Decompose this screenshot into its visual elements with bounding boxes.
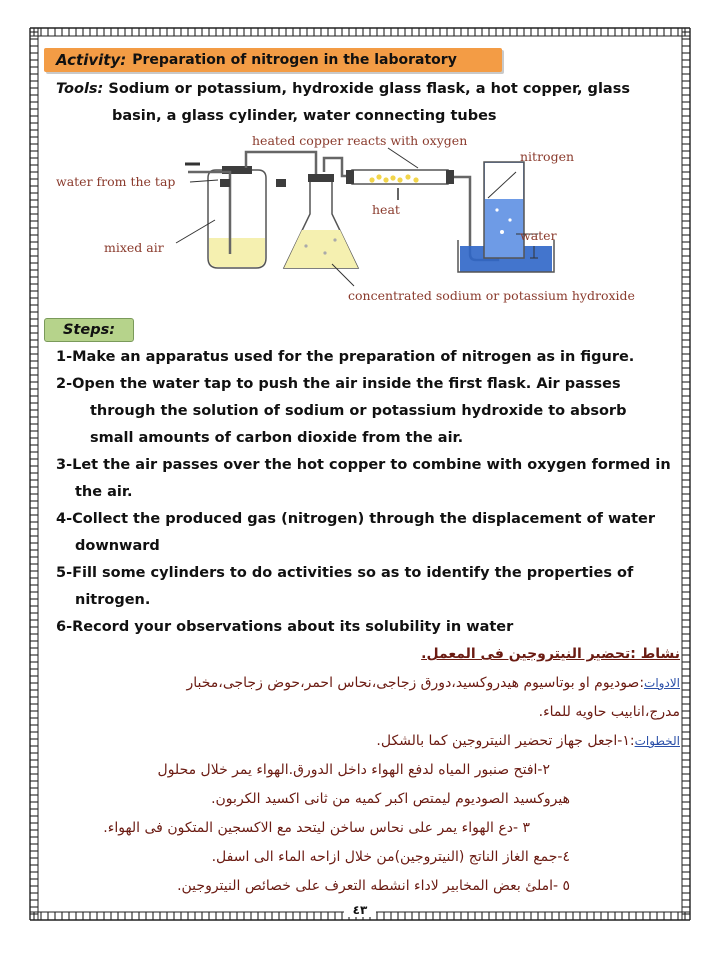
steps-list	[56, 344, 686, 641]
label-water-tap: water from the tap	[56, 174, 176, 189]
activity-label: Activity:	[56, 51, 127, 69]
steps-header	[44, 318, 134, 342]
hydroxide-solution	[284, 230, 358, 268]
apparatus-diagram	[40, 128, 680, 312]
step-3-line-1: 3-Let the air passes over the hot copper to combine with oxygen formed in	[56, 457, 671, 473]
arabic-tools-line2: مدرج،انابيب حاويه للماء.	[538, 704, 680, 720]
step-3-line-2: the air.	[75, 484, 133, 500]
tools-paragraph	[56, 76, 686, 130]
label-water: water	[520, 228, 557, 243]
arabic-steps-keyword: الخطوات	[634, 734, 680, 748]
step-4-line-2: downward	[75, 538, 160, 554]
heated-copper-tube	[346, 170, 454, 200]
arabic-tools-text: :صوديوم او بوتاسيوم هيدروكسيد،دورق زجاجى،نحاس احمر،حوض زجاجى،مخبار	[186, 675, 645, 691]
arabic-step-2b: هيروكسيد الصوديوم ليمتص اكبر كميه من ثانى اكسيد الكربون.	[211, 791, 570, 807]
label-mixed-air: mixed air	[104, 240, 164, 255]
conical-flask	[284, 174, 358, 268]
label-nitrogen: nitrogen	[520, 149, 575, 164]
water-basin	[458, 162, 554, 272]
step-2-line-2: through the solution of sodium or potassium hydroxide to absorb	[90, 403, 627, 419]
arabic-tools-keyword: الادوات	[644, 676, 680, 690]
step-2-line-3: small amounts of carbon dioxide from the air.	[90, 430, 464, 446]
arabic-step-5: ٥ -املئ بعض المخابير لاداء انشطه التعرف على خصائص النيتروجين.	[177, 878, 570, 894]
arabic-step1-line	[70, 727, 680, 756]
activity-title: Preparation of nitrogen in the laboratory	[132, 52, 457, 68]
label-heated-copper: heated copper reacts with oxygen	[252, 133, 468, 148]
step-2-line-1: 2-Open the water tap to push the air inside the first flask. Air passes	[56, 376, 621, 392]
step-6-line-1: 6-Record your observations about its solubility in water	[56, 619, 514, 635]
arabic-step-1: :١-اجعل جهاز تحضير النيتروجين كما بالشكل.	[376, 733, 635, 749]
step-5-line-2: nitrogen.	[75, 592, 151, 608]
arabic-step-4: ٤-جمع الغاز الناتج (النيتروجين)من خلال ازاحه الماء الى اسفل.	[211, 849, 570, 865]
page-number: ٤٣	[344, 903, 376, 917]
tools-text-line2: basin, a glass cylinder, water connecting tubes	[112, 108, 497, 124]
label-hydroxide: concentrated sodium or potassium hydroxide	[348, 288, 635, 303]
arabic-step-3: ٣ -دع الهواء يمر على نحاس ساخن ليتحد مع الاكسجين المتكون فى الهواء.	[103, 820, 530, 836]
step-5-line-1: 5-Fill some cylinders to do activities so as to identify the properties of	[56, 565, 634, 581]
activity-header	[44, 48, 502, 72]
step-1-line-1: 1-Make an apparatus used for the preparation of nitrogen as in figure.	[56, 349, 635, 365]
tools-label: Tools:	[56, 81, 104, 97]
arabic-heading: نشاط :تحضير النيتروجين فى المعمل.	[421, 646, 680, 662]
bottle-liquid	[209, 238, 265, 267]
steps-label: Steps:	[62, 322, 116, 338]
tools-text-line1: Sodium or potassium, hydroxide glass flask, a hot copper, glass	[103, 81, 630, 97]
arabic-section	[70, 640, 680, 901]
arabic-step-2: ٢-افتح صنبور المياه لدفع الهواء داخل الدورق.الهواء يمر خلال محلول	[157, 762, 550, 778]
water-bottle	[208, 166, 266, 268]
arabic-tools-line1	[70, 669, 680, 698]
step-4-line-1: 4-Collect the produced gas (nitrogen) through the displacement of water	[56, 511, 656, 527]
label-heat: heat	[372, 202, 400, 217]
